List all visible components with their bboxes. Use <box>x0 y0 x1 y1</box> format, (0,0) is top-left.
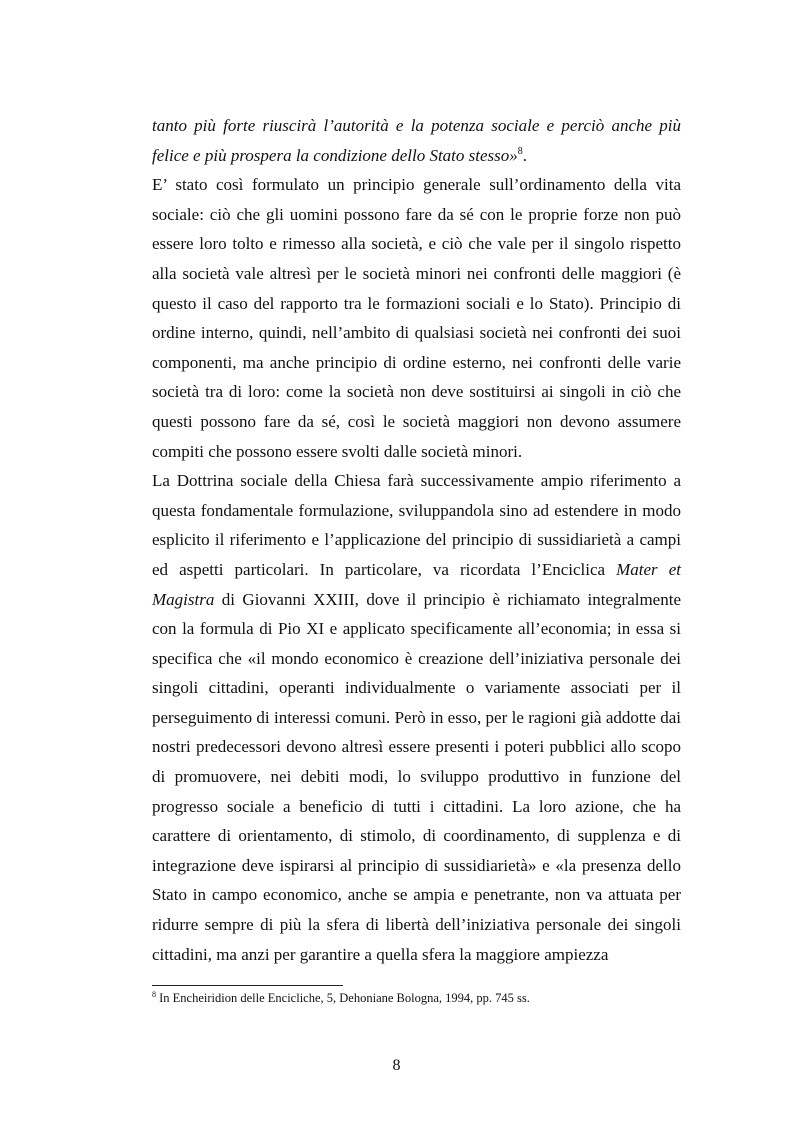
footnote-separator <box>152 985 343 986</box>
footnote-details: , 5, Dehoniane Bologna, 1994, pp. 745 ss. <box>320 991 530 1005</box>
paragraph-doctrine <box>152 466 681 969</box>
footnote <box>152 990 681 1006</box>
paragraph-doctrine-text-b: di Giovanni XXIII, dove il principio è richiamato integralmente con la formula di Pio XI e applicato specificamente all’economia; in essa si specifica che «il mondo economico è creazione dell’iniziativa personale dei singoli cittadini, operanti individualmente o variamente associati per il perseguimento di interessi comuni. Però in esso, per le ragioni già addotte dai nostri predecessori devono altresì essere presenti i poteri pubblici allo scopo di promuovere, nei debiti modi, lo sviluppo produttivo in funzione del progresso sociale a beneficio di tutti i cittadini. La loro azione, che ha carattere di orientamento, di stimolo, di coordinamento, di supplenza e di integrazione deve ispirarsi al principio di sussidiarietà» e «la presenza dello Stato in campo economico, anche se ampia e penetrante, non va attuata per ridurre sempre di più la sfera di libertà dell’iniziativa personale dei singoli cittadini, ma anzi per garantire a quella sfera la maggiore ampiezza <box>152 589 681 964</box>
page-number: 8 <box>392 1057 401 1074</box>
page-body <box>152 111 681 969</box>
paragraph-principle: E’ stato così formulato un principio generale sull’ordinamento della vita sociale: ciò che gli uomini possono fare da sé con le proprie forze non può essere loro tolto e rimesso alla società, e ciò che vale per il singolo rispetto alla società vale altresì per le società minori nei confronti delle maggiori (è questo il caso del rapporto tra le formazioni sociali e lo Stato). Principio di ordine interno, quindi, nell’ambito di qualsiasi società nei confronti dei suoi componenti, ma anche principio di ordine esterno, nei confronti delle varie società tra di loro: come la società non deve sostituirsi ai singoli in ciò che questi possono fare da sé, così le società maggiori non devono assumere compiti che possono essere svolti dalle società minori. <box>152 175 681 461</box>
paragraph-quote-end <box>152 111 681 170</box>
sentence-end: . <box>522 145 528 165</box>
quote-italic-text: tanto più forte riuscirà l’autorità e la potenza sociale e perciò anche più felice e più prospera la condizione dello Stato stesso <box>152 116 681 165</box>
footnote-reference: 8 <box>517 145 523 157</box>
footnote-prefix: In <box>156 991 173 1005</box>
footnote-book-title: Encheiridion delle Encicliche <box>172 991 321 1005</box>
paragraph-doctrine-text-a: La Dottrina sociale della Chiesa farà successivamente ampio riferimento a questa fondamentale formulazione, sviluppandola sino ad estendere in modo esplicito il riferimento e l’applicazione del principio di sussidiarietà a campi ed aspetti particolari. In particolare, va ricordata l’Enciclica <box>152 471 681 579</box>
footnote-number: 8 <box>152 990 156 999</box>
encyclical-title: Mater et Magistra <box>152 559 681 609</box>
closing-guillemet: » <box>509 145 518 165</box>
